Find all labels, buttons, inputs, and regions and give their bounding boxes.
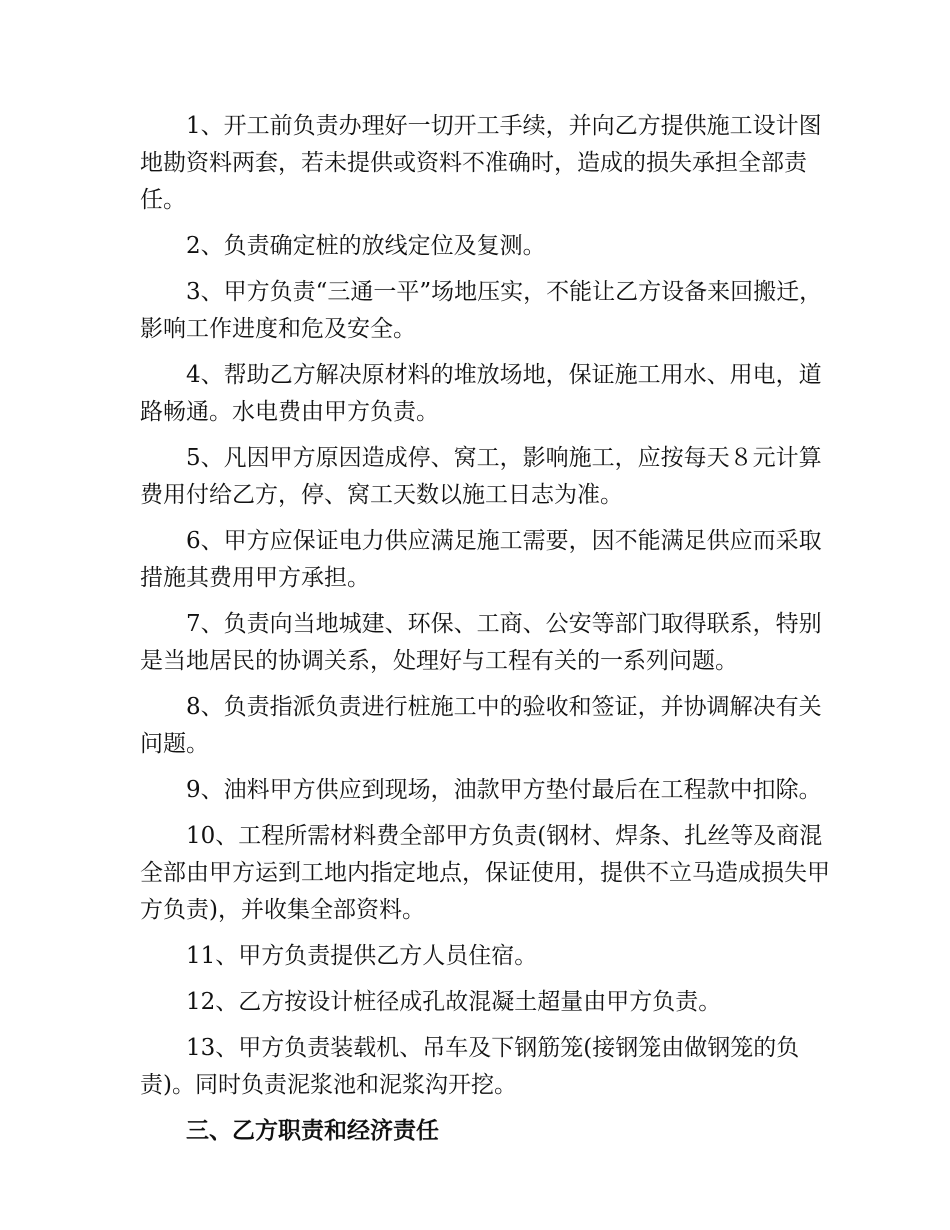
clause-2: 2、负责确定桩的放线定位及复测。	[186, 233, 546, 259]
clause-11: 11、甲方负责提供乙方人员住宿。	[186, 943, 538, 969]
document-body	[140, 108, 830, 1150]
clause-5: 5、凡因甲方原因造成停、窝工，影响施工，应按每天８元计算费用付给乙方，停、窝工天数以施工日志为准。	[140, 445, 822, 508]
clause-7: 7、负责向当地城建、环保、工商、公安等部门取得联系，特别是当地居民的协调关系，处理好与工程有关的一系列问题。	[140, 611, 822, 674]
clause-13: 13、甲方负责装载机、吊车及下钢筋笼(接钢笼由做钢笼的负责)。同时负责泥浆池和泥浆沟开挖。	[140, 1035, 800, 1098]
clause-10: 10、工程所需材料费全部甲方负责(钢材、焊条、扎丝等及商混全部由甲方运到工地内指定地点，保证使用，提供不立马造成损失甲方负责)，并收集全部资料。	[140, 823, 830, 923]
section-heading: 三、乙方职责和经济责任	[186, 1118, 439, 1144]
clause-9: 9、油料甲方供应到现场，油款甲方垫付最后在工程款中扣除。	[186, 777, 822, 803]
clause-4: 4、帮助乙方解决原材料的堆放场地，保证施工用水、用电，道路畅通。水电费由甲方负责。	[140, 362, 822, 425]
clause-8: 8、负责指派负责进行桩施工中的验收和签证，并协调解决有关问题。	[140, 694, 822, 757]
clause-12: 12、乙方按设计桩径成孔故混凝土超量由甲方负责。	[186, 989, 722, 1015]
clause-6: 6、甲方应保证电力供应满足施工需要，因不能满足供应而采取措施其费用甲方承担。	[140, 528, 822, 591]
clause-1: 1、开工前负责办理好一切开工手续，并向乙方提供施工设计图地勘资料两套，若未提供或资料不准确时，造成的损失承担全部责任。	[140, 113, 822, 213]
clause-3: 3、甲方负责“三通一平”场地压实，不能让乙方设备来回搬迁，影响工作进度和危及安全。	[140, 279, 823, 342]
